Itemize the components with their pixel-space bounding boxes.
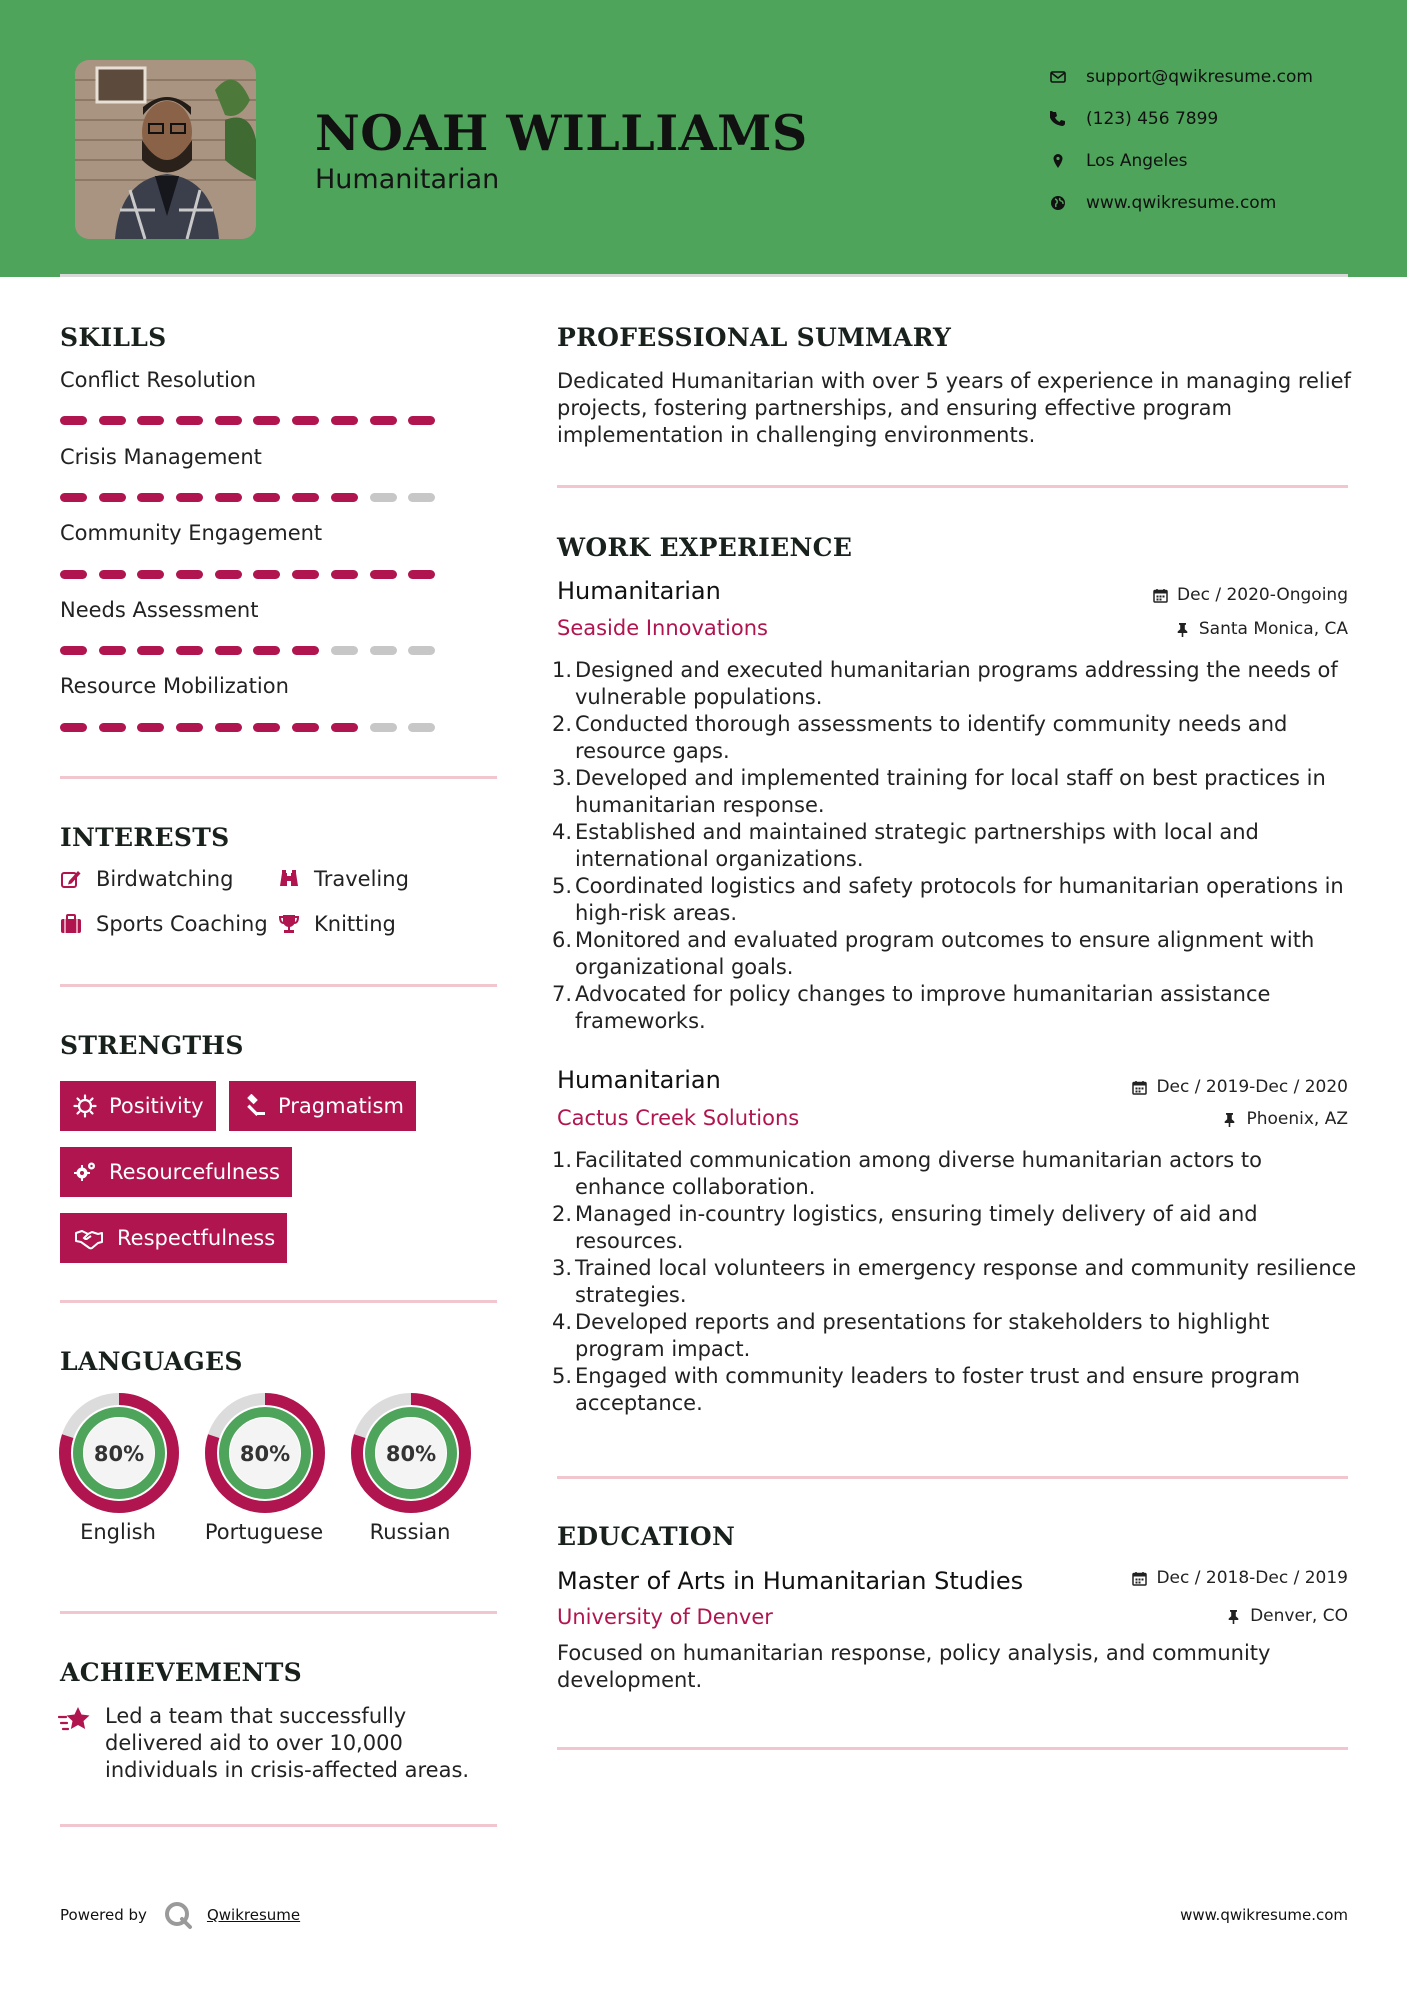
language-proficiency-ring bbox=[58, 1392, 180, 1514]
skill-dot-filled bbox=[292, 570, 319, 579]
skill-dot-filled bbox=[370, 570, 397, 579]
briefcase-icon bbox=[60, 913, 82, 935]
skill-dot-filled bbox=[331, 570, 358, 579]
job-location-text: Santa Monica, CA bbox=[1198, 619, 1348, 639]
skill-dot-filled bbox=[292, 723, 319, 732]
interest-label: Knitting bbox=[314, 912, 396, 936]
skill-label: Resource Mobilization bbox=[60, 674, 289, 698]
skill-dot-filled bbox=[176, 416, 203, 425]
job-location bbox=[1222, 1109, 1348, 1129]
responsibility-item: Designed and executed humanitarian programs addressing the needs of vulnerable populations. bbox=[575, 658, 1338, 709]
education-school: University of Denver bbox=[557, 1605, 773, 1629]
contact-phone-text: (123) 456 7899 bbox=[1086, 109, 1219, 129]
education-dates-text: Dec / 2018-Dec / 2019 bbox=[1156, 1568, 1348, 1588]
language-proficiency-ring bbox=[350, 1392, 472, 1514]
summary-heading: PROFESSIONAL SUMMARY bbox=[557, 323, 952, 352]
section-divider bbox=[557, 1476, 1348, 1479]
skill-dot-filled bbox=[292, 646, 319, 655]
education-location-text: Denver, CO bbox=[1250, 1606, 1348, 1626]
skill-dot-filled bbox=[176, 723, 203, 732]
skill-dot-filled bbox=[408, 570, 435, 579]
skill-dot-empty bbox=[370, 723, 397, 732]
pushpin-icon bbox=[1222, 1112, 1237, 1127]
skills-heading: SKILLS bbox=[60, 323, 167, 352]
skill-dot-filled bbox=[331, 723, 358, 732]
skill-dot-filled bbox=[176, 570, 203, 579]
interest-label: Sports Coaching bbox=[96, 912, 268, 936]
pushpin-icon bbox=[1226, 1609, 1241, 1624]
gears-icon bbox=[73, 1160, 97, 1184]
skill-dot-filled bbox=[137, 723, 164, 732]
contact-website[interactable] bbox=[1050, 182, 1313, 224]
skill-label: Crisis Management bbox=[60, 445, 262, 469]
qwikresume-link[interactable]: Qwikresume bbox=[206, 1906, 301, 1924]
skill-dot-filled bbox=[99, 493, 126, 502]
skill-dot-empty bbox=[370, 646, 397, 655]
skill-label: Needs Assessment bbox=[60, 598, 259, 622]
skill-dot-filled bbox=[292, 416, 319, 425]
responsibility-item: Established and maintained strategic partnerships with local and international organizations. bbox=[575, 820, 1259, 871]
envelope-icon bbox=[1050, 69, 1086, 85]
skill-dot-filled bbox=[215, 493, 242, 502]
interest-label: Traveling bbox=[314, 867, 409, 891]
experience-heading: WORK EXPERIENCE bbox=[557, 533, 853, 562]
skill-rating-bar bbox=[60, 646, 447, 655]
contact-location-text: Los Angeles bbox=[1086, 151, 1188, 171]
job-title: Humanitarian bbox=[557, 1066, 721, 1094]
strength-label: Pragmatism bbox=[278, 1094, 404, 1118]
section-divider bbox=[60, 1611, 497, 1614]
section-divider bbox=[60, 1300, 497, 1303]
responsibility-item: Trained local volunteers in emergency response and community resilience strategies. bbox=[575, 1256, 1357, 1307]
powered-by-label: Powered by bbox=[60, 1906, 147, 1924]
profile-photo-image bbox=[75, 60, 256, 239]
contact-list bbox=[1050, 56, 1313, 224]
skill-dot-filled bbox=[99, 416, 126, 425]
skill-dot-empty bbox=[370, 493, 397, 502]
strength-badge bbox=[60, 1081, 216, 1131]
strength-label: Respectfulness bbox=[117, 1226, 276, 1250]
responsibility-item: Engaged with community leaders to foster trust and ensure program acceptance. bbox=[575, 1364, 1300, 1415]
achievement-item: Led a team that successfully delivered aid to over 10,000 individuals in crisis-affected areas. bbox=[105, 1704, 470, 1782]
skill-dot-filled bbox=[215, 723, 242, 732]
section-divider bbox=[60, 984, 497, 987]
contact-email-text: support@qwikresume.com bbox=[1086, 67, 1313, 87]
language-percent: 80% bbox=[93, 1442, 145, 1466]
contact-email[interactable] bbox=[1050, 56, 1313, 98]
skill-dot-filled bbox=[408, 416, 435, 425]
candidate-name: NOAH WILLIAMS bbox=[315, 104, 808, 162]
globe-icon bbox=[1050, 195, 1086, 211]
skill-rating-bar bbox=[60, 723, 447, 732]
contact-location bbox=[1050, 140, 1313, 182]
skill-dot-filled bbox=[176, 493, 203, 502]
strength-badge bbox=[60, 1147, 292, 1197]
education-dates bbox=[1132, 1568, 1348, 1588]
header-divider bbox=[60, 274, 1348, 277]
skill-dot-filled bbox=[60, 416, 87, 425]
language-name: Portuguese bbox=[204, 1520, 324, 1544]
job-company: Seaside Innovations bbox=[557, 616, 768, 640]
calendar-icon bbox=[1132, 1571, 1147, 1586]
languages-heading: LANGUAGES bbox=[60, 1347, 243, 1376]
skill-dot-filled bbox=[253, 570, 280, 579]
sun-icon bbox=[73, 1094, 97, 1118]
education-description: Focused on humanitarian response, policy analysis, and community development. bbox=[557, 1641, 1271, 1692]
skill-dot-filled bbox=[137, 416, 164, 425]
strength-label: Resourcefulness bbox=[109, 1160, 280, 1184]
skill-dot-filled bbox=[253, 646, 280, 655]
handshake-icon bbox=[73, 1226, 105, 1250]
skill-dot-filled bbox=[137, 570, 164, 579]
skill-dot-filled bbox=[253, 723, 280, 732]
interests-heading: INTERESTS bbox=[60, 823, 230, 852]
job-responsibilities bbox=[557, 1147, 1357, 1417]
calendar-icon bbox=[1132, 1080, 1147, 1095]
language-item bbox=[350, 1392, 470, 1546]
skill-dot-filled bbox=[253, 416, 280, 425]
responsibility-item: Facilitated communication among diverse humanitarian actors to enhance collaboration. bbox=[575, 1148, 1262, 1199]
job-dates bbox=[1132, 1077, 1348, 1097]
achievements-heading: ACHIEVEMENTS bbox=[60, 1658, 302, 1687]
skill-dot-empty bbox=[408, 646, 435, 655]
interest-item bbox=[60, 912, 268, 936]
skill-rating-bar bbox=[60, 493, 447, 502]
skill-rating-bar bbox=[60, 570, 447, 579]
language-percent: 80% bbox=[385, 1442, 437, 1466]
interest-item bbox=[278, 912, 396, 936]
responsibility-item: Advocated for policy changes to improve humanitarian assistance frameworks. bbox=[575, 982, 1271, 1033]
interest-label: Birdwatching bbox=[96, 867, 234, 891]
phone-icon bbox=[1050, 111, 1086, 127]
language-item bbox=[58, 1392, 178, 1546]
powered-by bbox=[60, 1900, 300, 1930]
summary-text: Dedicated Humanitarian with over 5 years of experience in managing relief projects, fostering partnerships, and ensuring effective program implementation in challenging environments. bbox=[557, 369, 1351, 447]
candidate-role: Humanitarian bbox=[315, 164, 500, 195]
skill-dot-empty bbox=[408, 723, 435, 732]
gavel-icon bbox=[242, 1094, 266, 1118]
job-dates-text: Dec / 2019-Dec / 2020 bbox=[1156, 1077, 1348, 1097]
section-divider bbox=[557, 1747, 1348, 1750]
responsibility-item: Monitored and evaluated program outcomes to ensure alignment with organizational goals. bbox=[575, 928, 1315, 979]
interest-item bbox=[278, 867, 409, 891]
skill-dot-filled bbox=[60, 723, 87, 732]
skill-dot-filled bbox=[215, 570, 242, 579]
interest-item bbox=[60, 867, 233, 891]
responsibility-item: Developed reports and presentations for stakeholders to highlight program impact. bbox=[575, 1310, 1270, 1361]
strength-badge bbox=[229, 1081, 416, 1131]
section-divider bbox=[557, 485, 1348, 488]
skill-dot-filled bbox=[99, 723, 126, 732]
skill-label: Conflict Resolution bbox=[60, 368, 257, 392]
responsibility-item: Conducted thorough assessments to identify community needs and resource gaps. bbox=[575, 712, 1288, 763]
profile-photo bbox=[75, 60, 256, 239]
language-proficiency-ring bbox=[204, 1392, 326, 1514]
footer-url[interactable]: www.qwikresume.com bbox=[1180, 1906, 1348, 1924]
strength-label: Positivity bbox=[109, 1094, 204, 1118]
calendar-icon bbox=[1153, 588, 1168, 603]
skill-dot-filled bbox=[215, 416, 242, 425]
language-percent: 80% bbox=[239, 1442, 291, 1466]
skill-dot-filled bbox=[215, 646, 242, 655]
strengths-heading: STRENGTHS bbox=[60, 1031, 244, 1060]
job-location-text: Phoenix, AZ bbox=[1246, 1109, 1348, 1129]
skill-dot-filled bbox=[60, 646, 87, 655]
job-dates bbox=[1153, 585, 1348, 605]
language-name: Russian bbox=[369, 1520, 451, 1544]
skill-rating-bar bbox=[60, 416, 447, 425]
skill-dot-filled bbox=[137, 493, 164, 502]
job-location bbox=[1175, 619, 1348, 639]
skill-dot-filled bbox=[60, 493, 87, 502]
trophy-icon bbox=[278, 913, 300, 935]
education-location bbox=[1226, 1606, 1348, 1626]
pushpin-icon bbox=[1175, 622, 1190, 637]
job-responsibilities bbox=[557, 657, 1357, 1035]
job-title: Humanitarian bbox=[557, 577, 721, 605]
education-degree: Master of Arts in Humanitarian Studies bbox=[557, 1567, 1024, 1595]
responsibility-item: Managed in-country logistics, ensuring timely delivery of aid and resources. bbox=[575, 1202, 1258, 1253]
language-name: English bbox=[80, 1520, 156, 1544]
responsibility-item: Coordinated logistics and safety protocols for humanitarian operations in high-risk areas. bbox=[575, 874, 1344, 925]
skill-dot-empty bbox=[331, 646, 358, 655]
skill-dot-filled bbox=[292, 493, 319, 502]
strength-badge bbox=[60, 1213, 287, 1263]
language-item bbox=[204, 1392, 324, 1546]
skill-dot-filled bbox=[99, 570, 126, 579]
responsibility-item: Developed and implemented training for local staff on best practices in humanitarian response. bbox=[575, 766, 1326, 817]
skill-dot-filled bbox=[60, 570, 87, 579]
skill-dot-empty bbox=[408, 493, 435, 502]
qwikresume-logo-icon bbox=[163, 1900, 193, 1930]
star-medal-icon bbox=[58, 1705, 92, 1735]
section-divider bbox=[60, 1824, 497, 1827]
skill-dot-filled bbox=[99, 646, 126, 655]
skill-dot-filled bbox=[331, 416, 358, 425]
skill-dot-filled bbox=[370, 416, 397, 425]
binoculars-icon bbox=[278, 868, 300, 890]
contact-phone[interactable] bbox=[1050, 98, 1313, 140]
education-heading: EDUCATION bbox=[557, 1522, 736, 1551]
skill-dot-filled bbox=[253, 493, 280, 502]
skill-dot-filled bbox=[137, 646, 164, 655]
skill-label: Community Engagement bbox=[60, 521, 323, 545]
skill-dot-filled bbox=[331, 493, 358, 502]
pencil-square-icon bbox=[60, 868, 82, 890]
map-marker-icon bbox=[1050, 153, 1086, 169]
skill-dot-filled bbox=[176, 646, 203, 655]
job-company: Cactus Creek Solutions bbox=[557, 1106, 800, 1130]
job-dates-text: Dec / 2020-Ongoing bbox=[1177, 585, 1348, 605]
section-divider bbox=[60, 776, 497, 779]
resume-header bbox=[0, 0, 1407, 277]
contact-website-text: www.qwikresume.com bbox=[1086, 193, 1277, 213]
